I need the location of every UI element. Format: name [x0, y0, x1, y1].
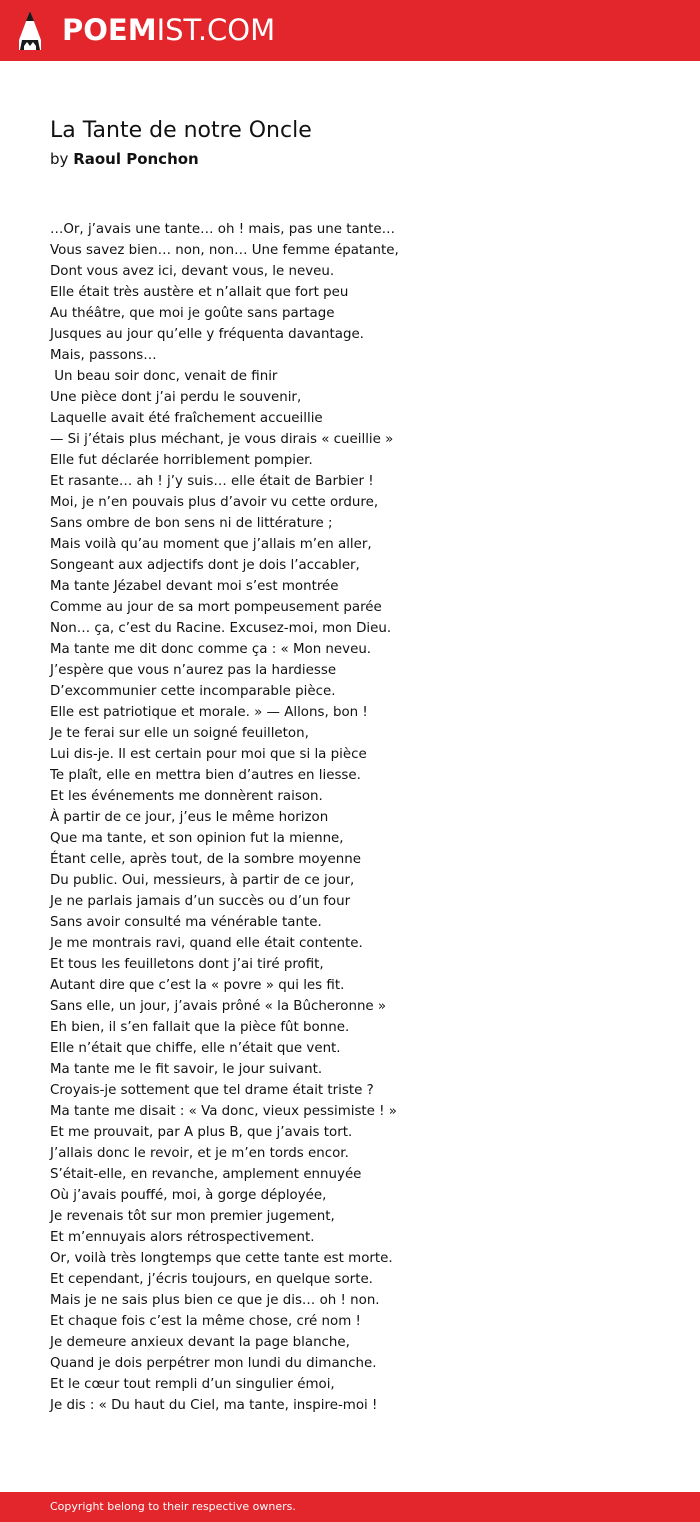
poem-line: Et rasante… ah ! j’y suis… elle était de Barbier !: [50, 474, 374, 489]
poem-line: Et le cœur tout rempli d’un singulier émoi,: [50, 1377, 335, 1392]
site-footer: [0, 1492, 700, 1522]
poem-line: Mais voilà qu’au moment que j’allais m’en aller,: [50, 537, 372, 552]
poem-line: Laquelle avait été fraîchement accueillie: [50, 411, 323, 426]
poem-line: D’excommunier cette incomparable pièce.: [50, 684, 336, 699]
poem-line: Comme au jour de sa mort pompeusement parée: [50, 600, 382, 615]
poem-line: Songeant aux adjectifs dont je dois l’accabler,: [50, 558, 360, 573]
poem-line: Un beau soir donc, venait de finir: [50, 369, 278, 384]
poem-line: Et cependant, j’écris toujours, en quelque sorte.: [50, 1272, 373, 1287]
poem-line: Ma tante me dit donc comme ça : « Mon neveu.: [50, 642, 372, 657]
poem-line: Non… ça, c’est du Racine. Excusez-moi, mon Dieu.: [50, 621, 392, 636]
poem-line: Elle n’était que chiffe, elle n’était que vent.: [50, 1041, 341, 1056]
poem-line: Eh bien, il s’en fallait que la pièce fût bonne.: [50, 1020, 350, 1035]
poem-line: Je demeure anxieux devant la page blanche,: [50, 1335, 350, 1350]
poem-line: Mais, passons…: [50, 348, 157, 363]
poem-line: Que ma tante, et son opinion fut la mienne,: [50, 831, 344, 846]
poem-line: Et les événements me donnèrent raison.: [50, 789, 323, 804]
poem-line: Je me montrais ravi, quand elle était contente.: [50, 936, 363, 951]
poem-line: S’était-elle, en revanche, amplement ennuyée: [50, 1167, 362, 1182]
poem-line: J’allais donc le revoir, et je m’en tords encor.: [50, 1146, 349, 1161]
poem-body: [50, 219, 670, 1416]
site-header: [0, 0, 700, 61]
poem-line: — Si j’étais plus méchant, je vous dirais « cueillie »: [50, 432, 394, 447]
poem-line: À partir de ce jour, j’eus le même horizon: [50, 810, 329, 825]
site-logo-link[interactable]: [62, 10, 275, 50]
poem-line: …Or, j’avais une tante… oh ! mais, pas une tante…: [50, 222, 396, 237]
poem-line: Moi, je n’en pouvais plus d’avoir vu cette ordure,: [50, 495, 379, 510]
poem-line: Une pièce dont j’ai perdu le souvenir,: [50, 390, 302, 405]
pencil-tip-icon[interactable]: [18, 10, 42, 51]
poem-line: Quand je dois perpétrer mon lundi du dimanche.: [50, 1356, 377, 1371]
poem-line: Sans elle, un jour, j’avais prôné « la Bûcheronne »: [50, 999, 387, 1014]
author-name: Raoul Ponchon: [73, 150, 199, 168]
poem-line: Au théâtre, que moi je goûte sans partage: [50, 306, 335, 321]
poem-line: Du public. Oui, messieurs, à partir de ce jour,: [50, 873, 355, 888]
brand-bold-text: POEM: [62, 13, 157, 47]
poem-line: Et me prouvait, par A plus B, que j’avais tort.: [50, 1125, 353, 1140]
poem-line: Je revenais tôt sur mon premier jugement,: [50, 1209, 335, 1224]
poem-line: Jusques au jour qu’elle y fréquenta davantage.: [50, 327, 364, 342]
poem-line: Elle fut déclarée horriblement pompier.: [50, 453, 313, 468]
poem-line: Vous savez bien… non, non… Une femme épatante,: [50, 243, 399, 258]
poem-line: Te plaît, elle en mettra bien d’autres en liesse.: [50, 768, 361, 783]
poem-line: Lui dis-je. Il est certain pour moi que si la pièce: [50, 747, 367, 762]
poem-line: Elle est patriotique et morale. » — Allons, bon !: [50, 705, 368, 720]
poem-title: La Tante de notre Oncle: [50, 118, 312, 143]
poem-line: Mais je ne sais plus bien ce que je dis… oh ! non.: [50, 1293, 380, 1308]
poem-line: Étant celle, après tout, de la sombre moyenne: [50, 852, 361, 867]
poem-line: Je dis : « Du haut du Ciel, ma tante, inspire-moi !: [50, 1398, 378, 1413]
poem-line: Et m’ennuyais alors rétrospectivement.: [50, 1230, 315, 1245]
poem-line: Ma tante me disait : « Va donc, vieux pessimiste ! »: [50, 1104, 397, 1119]
poem-line: Où j’avais pouffé, moi, à gorge déployée,: [50, 1188, 327, 1203]
by-label: by: [50, 150, 69, 168]
poem-line: Croyais-je sottement que tel drame était triste ?: [50, 1083, 374, 1098]
poem-line: Et chaque fois c’est la même chose, cré nom !: [50, 1314, 361, 1329]
poem-line: Ma tante me le fit savoir, le jour suivant.: [50, 1062, 323, 1077]
poem-line: Je ne parlais jamais d’un succès ou d’un four: [50, 894, 351, 909]
poem-line: J’espère que vous n’aurez pas la hardiesse: [50, 663, 337, 678]
brand-light-text: IST.COM: [156, 13, 276, 47]
poem-line: Sans ombre de bon sens ni de littérature ;: [50, 516, 333, 531]
poem-line: Ma tante Jézabel devant moi s’est montrée: [50, 579, 339, 594]
poem-line: Je te ferai sur elle un soigné feuilleton,: [50, 726, 309, 741]
poem-line: Elle était très austère et n’allait que fort peu: [50, 285, 349, 300]
copyright-text: Copyright belong to their respective owners.: [50, 1500, 296, 1513]
poem-line: Or, voilà très longtemps que cette tante est morte.: [50, 1251, 393, 1266]
poem-line: Autant dire que c’est la « povre » qui les fit.: [50, 978, 345, 993]
poem-line: Dont vous avez ici, devant vous, le neveu.: [50, 264, 335, 279]
poem-line: Et tous les feuilletons dont j’ai tiré profit,: [50, 957, 324, 972]
byline: [50, 148, 199, 170]
poem-line: Sans avoir consulté ma vénérable tante.: [50, 915, 322, 930]
